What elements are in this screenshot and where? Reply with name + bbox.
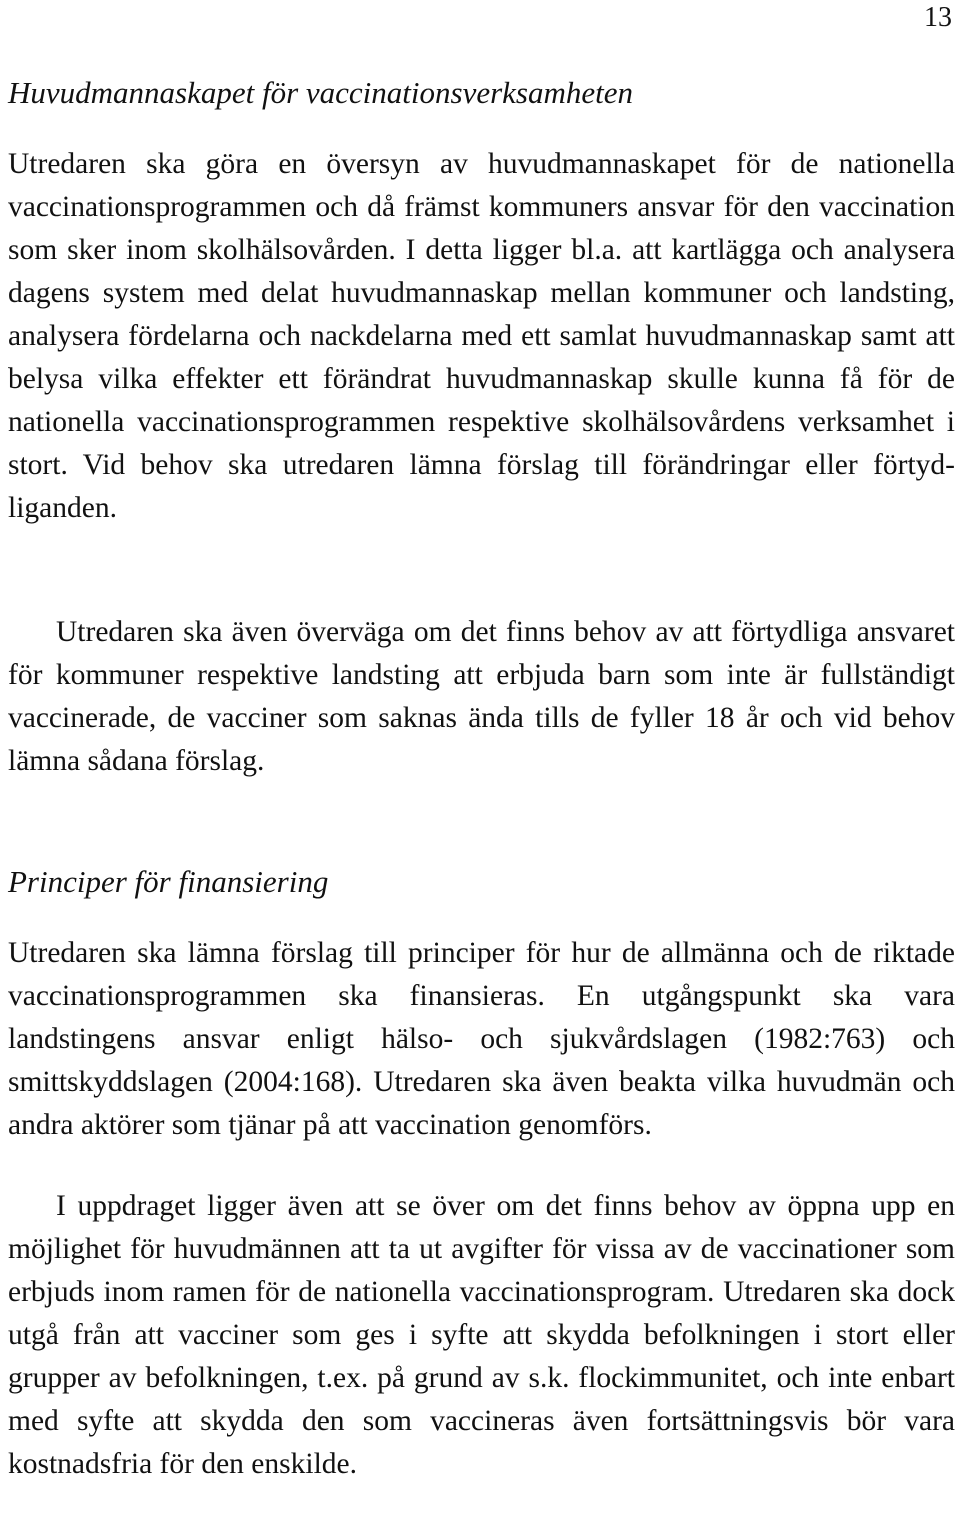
body-paragraph: Utredaren ska lämna förslag till principer för hur de allmänna och de riktade vaccinationsprogrammen ska finansieras. En utgångspunkt ska vara landstingens ansvar enligt hälso- och sjukvårdslagen (1982:763) och smittskyddslagen (2004:168). Utredaren ska även beakta vilka huvudmän och andra aktörer som tjänar på att vaccination genomförs. xyxy=(8,937,955,1141)
section-heading-huvudmannaskapet: Huvudmannaskapet för vaccinationsverksamheten xyxy=(8,75,634,110)
section-heading-finansiering: Principer för finansiering xyxy=(8,864,329,899)
body-paragraph: Utredaren ska även överväga om det finns behov av att förtydliga ansvaret för kommuner respektive landsting att erbjuda barn som inte är fullständigt vaccinerade, de vacciner som saknas ända tills de fyller 18 år och vid behov lämna sådana förslag. xyxy=(8,616,955,777)
body-paragraph: Utredaren ska göra en översyn av huvudmannaskapet för de nationella vaccinationsprogrammen och då främst kommuners ansvar för den vaccination som sker inom skolhälsovården. I detta ligger bl.a. att kartlägga och analysera dagens system med delat huvudmannaskap mellan kommuner och landsting, analysera fördelarna och nackdelarna med ett samlat huvudmannaskap samt att belysa vilka effekter ett förändrat huvudmannaskap skulle kunna få för de nationella vaccinationsprogrammen respektive skolhälsovårdens verksamhet i stort. Vid behov ska utredaren lämna förslag till förändringar eller förtydliganden. xyxy=(8,148,955,524)
body-paragraph: I uppdraget ligger även att se över om det finns behov av öppna upp en möjlighet för huvudmännen att ta ut avgifter för vissa av de vaccinationer som erbjuds inom ramen för de nationella vaccinationsprogram. Utredaren ska dock utgå från att vacciner som ges i syfte att skydda befolkningen i stort eller grupper av befolkningen, t.ex. på grund av s.k. flockimmunitet, och inte enbart med syfte att skydda den som vaccineras även fortsättningsvis bör vara kostnadsfria för den enskilde. xyxy=(8,1190,955,1480)
page-number: 13 xyxy=(924,2,952,33)
